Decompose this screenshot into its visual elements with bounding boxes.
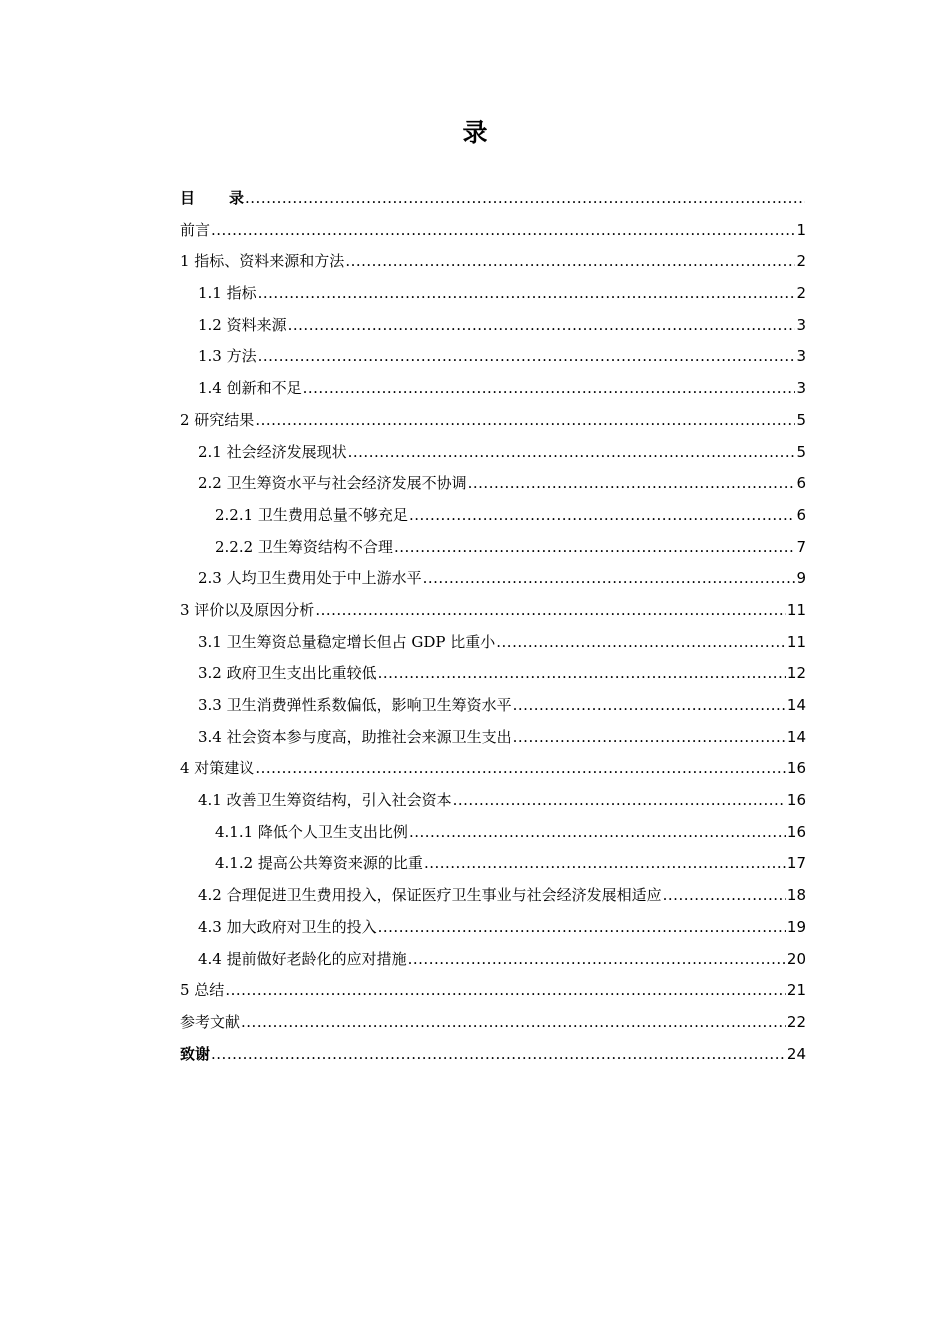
toc-entry-label: 4.3 加大政府对卫生的投入 bbox=[198, 917, 377, 936]
toc-dot-leader bbox=[315, 595, 786, 627]
toc-dot-leader bbox=[258, 341, 796, 373]
toc-dot-leader bbox=[348, 437, 796, 469]
toc-entry[interactable] bbox=[180, 405, 806, 437]
toc-dot-leader bbox=[453, 785, 786, 817]
toc-entry-label: 3.2 政府卫生支出比重较低 bbox=[198, 664, 377, 683]
toc-entry-page: 22 bbox=[786, 1012, 806, 1031]
toc-entry-page: 7 bbox=[796, 537, 806, 556]
toc-entry-label: 2.2.1 卫生费用总量不够充足 bbox=[215, 505, 408, 524]
toc-entry-page: 1 bbox=[796, 220, 806, 239]
toc-entry-page: 2 bbox=[796, 284, 806, 303]
toc-dot-leader bbox=[468, 468, 796, 500]
toc-entry-label: 3.1 卫生筹资总量稳定增长但占 GDP 比重小 bbox=[198, 632, 496, 651]
toc-dot-leader bbox=[255, 753, 786, 785]
toc-entry-label: 1.4 创新和不足 bbox=[198, 379, 302, 398]
toc-dot-leader bbox=[394, 532, 796, 564]
toc-entry-page: 24 bbox=[786, 1044, 806, 1063]
toc-entry[interactable] bbox=[180, 278, 806, 310]
toc-dot-leader bbox=[303, 373, 796, 405]
toc-entry-label: 4.2 合理促进卫生费用投入，保证医疗卫生事业与社会经济发展相适应 bbox=[198, 886, 662, 905]
toc-dot-leader bbox=[211, 1039, 786, 1071]
toc-entry[interactable] bbox=[180, 215, 806, 247]
toc-entry-label: 4.1 改善卫生筹资结构，引入社会资本 bbox=[198, 791, 452, 810]
toc-entry-page: 9 bbox=[796, 569, 806, 588]
toc-entry-label: 目录 bbox=[180, 189, 279, 207]
toc-entry-page: 18 bbox=[786, 886, 806, 905]
toc-entry-page: 6 bbox=[796, 505, 806, 524]
toc-entry[interactable] bbox=[180, 373, 806, 405]
toc-dot-leader bbox=[408, 944, 786, 976]
toc-dot-leader bbox=[345, 246, 795, 278]
toc-dot-leader bbox=[211, 215, 795, 247]
toc-entry-label: 4 对策建议 bbox=[180, 759, 255, 778]
toc-entry-label: 参考文献 bbox=[180, 1012, 241, 1031]
toc-entry[interactable] bbox=[180, 246, 806, 278]
toc-entry[interactable] bbox=[180, 627, 806, 659]
toc-entry[interactable] bbox=[180, 785, 806, 817]
toc-entry-page: 14 bbox=[786, 727, 806, 746]
toc-dot-leader bbox=[513, 722, 786, 754]
toc-dot-leader bbox=[378, 912, 786, 944]
toc-dot-leader bbox=[255, 405, 795, 437]
toc-dot-leader bbox=[225, 975, 786, 1007]
toc-entry-label: 致谢 bbox=[180, 1044, 211, 1063]
toc-entry-page: 3 bbox=[796, 315, 806, 334]
toc-entry-page: 12 bbox=[786, 664, 806, 683]
toc-dot-leader bbox=[245, 183, 805, 215]
toc-entry-page: 3 bbox=[796, 379, 806, 398]
toc-dot-leader bbox=[288, 310, 796, 342]
toc-entry-label: 3 评价以及原因分析 bbox=[180, 600, 315, 619]
toc-entry-label: 4.1.1 降低个人卫生支出比例 bbox=[215, 822, 408, 841]
toc-entry-page: 5 bbox=[796, 410, 806, 429]
toc-entry[interactable] bbox=[180, 722, 806, 754]
toc-entry-page: 16 bbox=[786, 822, 806, 841]
toc-entry-label: 1 指标、资料来源和方法 bbox=[180, 252, 345, 271]
toc-entry-label: 1.1 指标 bbox=[198, 284, 257, 303]
toc-entry-page: 20 bbox=[786, 949, 806, 968]
toc-entry-page: 6 bbox=[796, 474, 806, 493]
toc-entry[interactable] bbox=[180, 468, 806, 500]
toc-dot-leader bbox=[423, 563, 796, 595]
toc-entry-label: 4.1.2 提高公共筹资来源的比重 bbox=[215, 854, 423, 873]
toc-entry[interactable] bbox=[180, 817, 806, 849]
toc-entry-page: 21 bbox=[786, 981, 806, 1000]
toc-dot-leader bbox=[409, 817, 786, 849]
toc-entry-page: 11 bbox=[786, 600, 806, 619]
toc-entry[interactable] bbox=[180, 880, 806, 912]
toc-entry-page: 11 bbox=[786, 632, 806, 651]
toc-entry[interactable] bbox=[180, 310, 806, 342]
toc-entry-page: 14 bbox=[786, 696, 806, 714]
toc-entry[interactable] bbox=[180, 944, 806, 976]
toc-entry-label: 1.3 方法 bbox=[198, 347, 257, 366]
toc-entry[interactable] bbox=[180, 975, 806, 1007]
toc-entry[interactable] bbox=[180, 658, 806, 690]
toc-entry-label: 2.2.2 卫生筹资结构不合理 bbox=[215, 537, 393, 556]
toc-dot-leader bbox=[496, 627, 786, 659]
toc-entry[interactable] bbox=[180, 500, 806, 532]
toc-entry-label: 2.2 卫生筹资水平与社会经济发展不协调 bbox=[198, 474, 467, 493]
table-of-contents bbox=[180, 183, 806, 1070]
toc-entry-label: 2.1 社会经济发展现状 bbox=[198, 442, 347, 461]
toc-entry-page: 2 bbox=[796, 252, 806, 271]
toc-entry-label: 5 总结 bbox=[180, 981, 225, 1000]
toc-entry[interactable] bbox=[180, 437, 806, 469]
toc-entry-label: 3.3 卫生消费弹性系数偏低，影响卫生筹资水平 bbox=[198, 696, 512, 714]
toc-entry-label: 2 研究结果 bbox=[180, 410, 255, 429]
toc-entry-label: 3.4 社会资本参与度高，助推社会来源卫生支出 bbox=[198, 727, 512, 746]
toc-entry-label: 前言 bbox=[180, 220, 211, 239]
toc-entry-page: 16 bbox=[786, 791, 806, 810]
toc-dot-leader bbox=[241, 1007, 786, 1039]
toc-entry-page: 16 bbox=[786, 759, 806, 778]
toc-entry[interactable] bbox=[180, 1007, 806, 1039]
toc-entry[interactable] bbox=[180, 912, 806, 944]
toc-dot-leader bbox=[424, 848, 786, 880]
toc-entry[interactable] bbox=[180, 848, 806, 880]
toc-entry-page: 5 bbox=[796, 442, 806, 461]
toc-dot-leader bbox=[378, 658, 786, 690]
toc-entry-label: 1.2 资料来源 bbox=[198, 315, 287, 334]
toc-entry-label: 2.3 人均卫生费用处于中上游水平 bbox=[198, 569, 422, 588]
toc-dot-leader bbox=[409, 500, 796, 532]
toc-entry[interactable] bbox=[180, 690, 806, 722]
toc-entry[interactable] bbox=[180, 1039, 806, 1071]
toc-entry[interactable] bbox=[180, 595, 806, 627]
toc-dot-leader bbox=[258, 278, 796, 310]
page-title: 录 bbox=[462, 118, 488, 147]
toc-entry[interactable] bbox=[180, 183, 806, 215]
toc-entry[interactable] bbox=[180, 532, 806, 564]
toc-entry-page: 19 bbox=[786, 917, 806, 936]
toc-entry-page: 3 bbox=[796, 347, 806, 366]
toc-entry-label: 4.4 提前做好老龄化的应对措施 bbox=[198, 949, 407, 968]
toc-dot-leader bbox=[513, 690, 786, 722]
toc-entry[interactable] bbox=[180, 563, 806, 595]
toc-entry[interactable] bbox=[180, 341, 806, 373]
toc-entry[interactable] bbox=[180, 753, 806, 785]
toc-entry-page: 17 bbox=[786, 854, 806, 873]
toc-dot-leader bbox=[663, 880, 786, 912]
